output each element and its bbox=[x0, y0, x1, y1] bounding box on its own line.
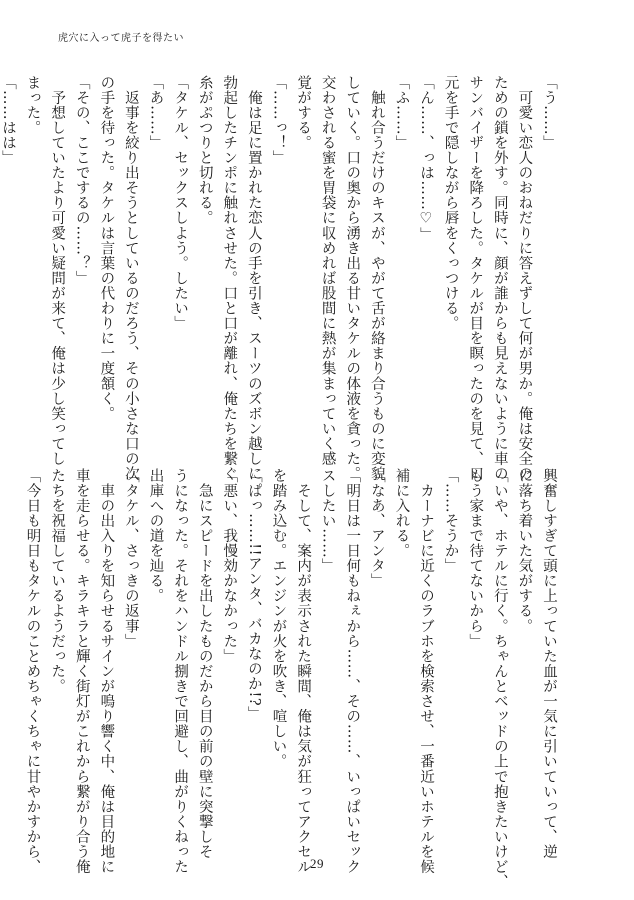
running-title: 虎穴に入って虎子を得たい bbox=[58, 33, 184, 44]
body-top-line: 予想していたより可愛い疑問が来て、俺は少し笑ってし bbox=[49, 75, 66, 467]
body-top-line: 「タケル、セックスしよう。したい」 bbox=[172, 75, 189, 331]
body-bottom-line: スしたい……」 bbox=[319, 468, 336, 574]
body-top-line: 「あ……」 bbox=[147, 75, 164, 151]
body-top-line: 「その、ここでするの……？」 bbox=[73, 75, 90, 286]
body-bottom-line: そして、案内が表示された瞬間、俺は気が狂ってアクセル bbox=[295, 468, 312, 875]
body-bottom-line: 車を走らせる。キラキラと輝く街灯がこれから繋がり合う俺 bbox=[73, 468, 90, 875]
body-bottom-line: 急にスピードを出したものだから目の前の壁に突撃しそ bbox=[196, 468, 213, 860]
body-bottom-line: 「いや、ホテルに行く。ちゃんとベッドの上で抱きたいけど、 bbox=[491, 468, 508, 890]
body-bottom-line: に落ち着いた気がする。 bbox=[516, 468, 533, 634]
body-top-line: まった。 bbox=[24, 75, 41, 136]
body-top-line: していく。口の奥から湧き出る甘いタケルの体液を貪った。 bbox=[344, 75, 361, 482]
body-top-line: 糸がぷつりと切れる。 bbox=[196, 75, 213, 226]
body-bottom-line: 「……そうか」 bbox=[442, 468, 459, 574]
body-bottom-line: 「明日は一日何もねぇから……、その……、いっぱいセック bbox=[344, 468, 361, 875]
body-top-line: 交わされる蜜を胃袋に収めれば股間に熱が集まっていく感 bbox=[319, 75, 336, 467]
body-bottom-line: 「悪い、我慢効かなかった」 bbox=[221, 468, 238, 664]
body-bottom-line: うになった。それをハンドル捌きで回避し、曲がりくねった bbox=[172, 468, 189, 875]
body-top-line: 勃起したチンポに触れさせた。口と口が離れ、俺たちを繋ぐ bbox=[221, 75, 238, 482]
body-bottom-line: 「今日も明日もタケルのことめちゃくちゃに甘やかすから、 bbox=[24, 468, 41, 875]
body-top-line: 可愛い恋人のおねだりに答えずして何が男か。俺は安全の bbox=[516, 75, 533, 482]
text-block-top bbox=[0, 75, 561, 482]
body-bottom-line: を踏み込む。エンジンが火を吹き、喧しい。 bbox=[270, 468, 287, 769]
body-top-line: 返事を絞り出そうとしているのだろう、その小さな口の次 bbox=[122, 75, 139, 482]
body-bottom-line: 興奮しすぎて頭に上っていた血が一気に引いていって、逆 bbox=[541, 468, 557, 860]
body-top-line: 「……っ！」 bbox=[270, 75, 287, 166]
body-top-line: 俺は足に置かれた恋人の手を引き、スーツのズボン越しに bbox=[245, 75, 262, 482]
body-bottom-line: 「ぱっ……!!アンタ、バカなのか!?」 bbox=[245, 468, 262, 722]
body-top-line: 覚がする。 bbox=[295, 75, 312, 151]
body-top-line: 「……はは」 bbox=[0, 75, 16, 166]
body-top-line: サンバイザーを降ろした。タケルが目を瞑ったのを見て、口 bbox=[467, 75, 484, 482]
page-number: 29 bbox=[310, 856, 324, 871]
body-bottom-line: 出庫への道を辿る。 bbox=[147, 468, 164, 604]
body-top-line: 「ん……、っは……♡」 bbox=[418, 75, 435, 243]
body-top-line: 元を手で隠しながら唇をくっつける。 bbox=[442, 75, 459, 331]
body-top-line: 「ふ……」 bbox=[393, 75, 410, 151]
body-bottom-line: カーナビに近くのラブホを検索させ、一番近いホテルを候 bbox=[418, 468, 435, 875]
body-top-line: の手を待った。タケルは言葉の代わりに一度頷く。 bbox=[98, 75, 115, 422]
body-top-line: 「う……」 bbox=[541, 75, 557, 151]
body-bottom-line: 補に入れる。 bbox=[393, 468, 410, 559]
body-bottom-line: 車の出入りを知らせるサインが鳴り響く中、俺は目的地に bbox=[98, 468, 115, 875]
body-top-line: ための鎖を外す。同時に、顔が誰からも見えないように車の bbox=[491, 75, 508, 482]
body-bottom-line: 「なあ、アンタ」 bbox=[368, 468, 385, 589]
body-bottom-line: たちを祝福しているようだった。 bbox=[49, 468, 66, 694]
body-top-line: 触れ合うだけのキスが、やがて舌が絡まり合うものに変貌 bbox=[368, 75, 385, 482]
body-bottom-line: 「タケル、さっきの返事」 bbox=[122, 468, 139, 649]
body-bottom-line: もう家まで待てないから」 bbox=[467, 468, 484, 649]
